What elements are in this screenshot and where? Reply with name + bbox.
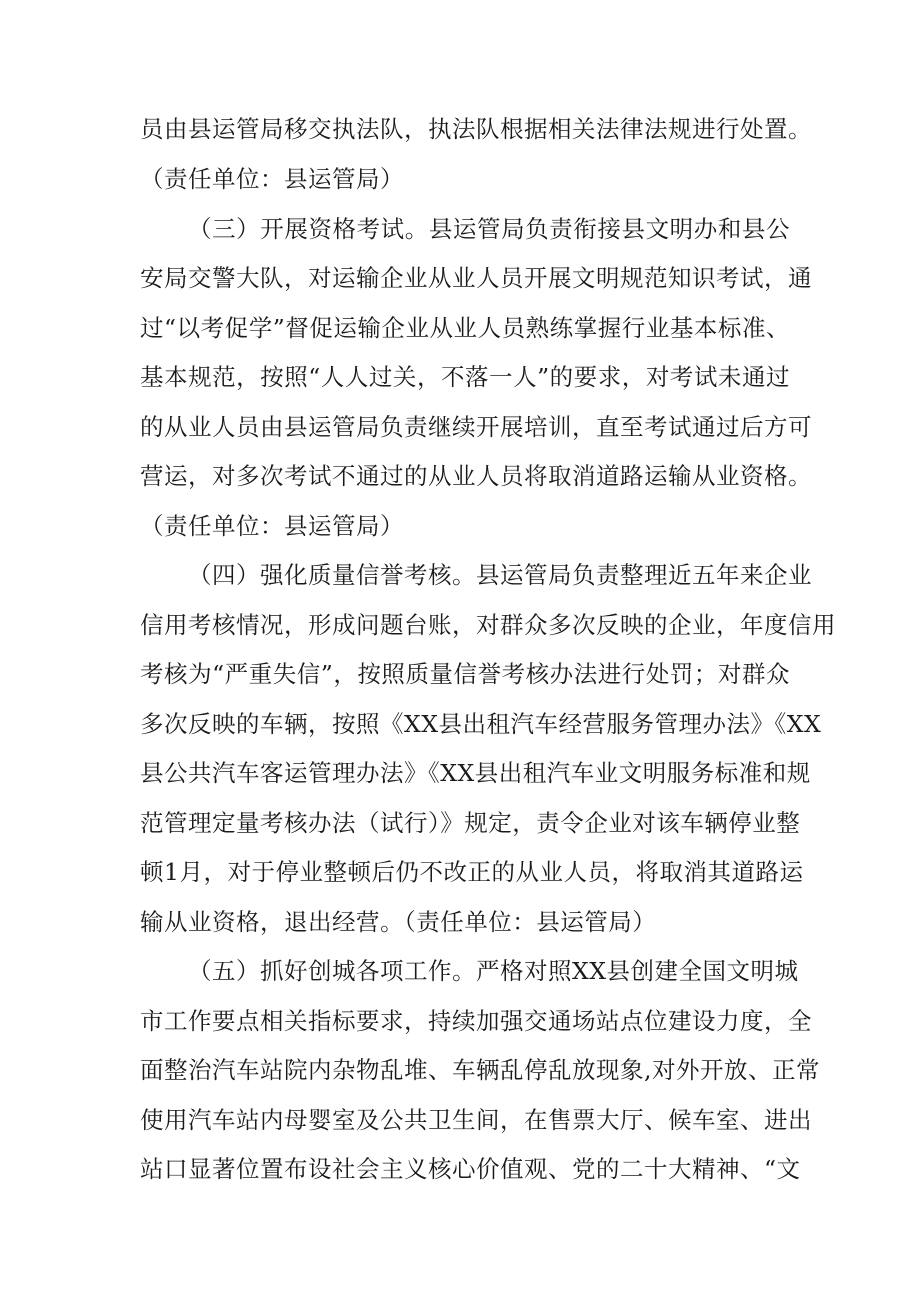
text-line: 市工作要点相关指标要求，持续加强交通场站点位建设力度，全: [140, 1007, 812, 1035]
text-line: 过“以考促学”督促运输企业从业人员熟练掌握行业基本标准、: [140, 314, 790, 342]
text-line: 面整治汽车站院内杂物乱堆、车辆乱停乱放现象,对外开放、正常: [140, 1056, 820, 1084]
text-line: 使用汽车站内母婴室及公共卫生间，在售票大厅、候车室、进出: [140, 1106, 812, 1134]
text-line: 基本规范，按照“人人过关，不落一人”的要求，对考试未通过: [140, 363, 790, 391]
text-line: （责任单位：县运管局）: [140, 165, 404, 193]
text-line: 考核为“严重失信”，按照质量信誉考核办法进行处罚；对群众: [140, 660, 790, 688]
section-heading-line: （五）抓好创城各项工作。严格对照XX县创建全国文明城: [188, 957, 799, 985]
text-line: 的从业人员由县运管局负责继续开展培训，直至考试通过后方可: [140, 413, 812, 441]
section-heading-line: （三）开展资格考试。县运管局负责衔接县文明办和县公: [188, 215, 790, 243]
text-line: 多次反映的车辆，按照《XX县出租汽车经营服务管理办法》《XX: [140, 710, 822, 738]
text-line: 输从业资格，退出经营。（责任单位：县运管局）: [140, 908, 657, 936]
text-line: 员由县运管局移交执法队，执法队根据相关法律法规进行处置。: [140, 115, 812, 143]
text-line: 站口显著位置布设社会主义核心价值观、党的二十大精神、“文: [140, 1155, 801, 1183]
text-line: 信用考核情况，形成问题台账，对群众多次反映的企业，年度信用: [140, 611, 836, 639]
text-line: （责任单位：县运管局）: [140, 512, 404, 540]
text-line: 范管理定量考核办法（试行）》规定，责令企业对该车辆停业整: [140, 809, 801, 837]
text-line: 县公共汽车客运管理办法》《XX县出租汽车业文明服务标准和规: [140, 759, 811, 787]
text-line: 营运，对多次考试不通过的从业人员将取消道路运输从业资格。: [140, 462, 812, 490]
text-line: 顿1月，对于停业整顿后仍不改正的从业人员，将取消其道路运: [140, 858, 804, 886]
text-line: 安局交警大队，对运输企业从业人员开展文明规范知识考试，通: [140, 264, 812, 292]
section-heading-line: （四）强化质量信誉考核。县运管局负责整理近五年来企业: [188, 561, 812, 589]
